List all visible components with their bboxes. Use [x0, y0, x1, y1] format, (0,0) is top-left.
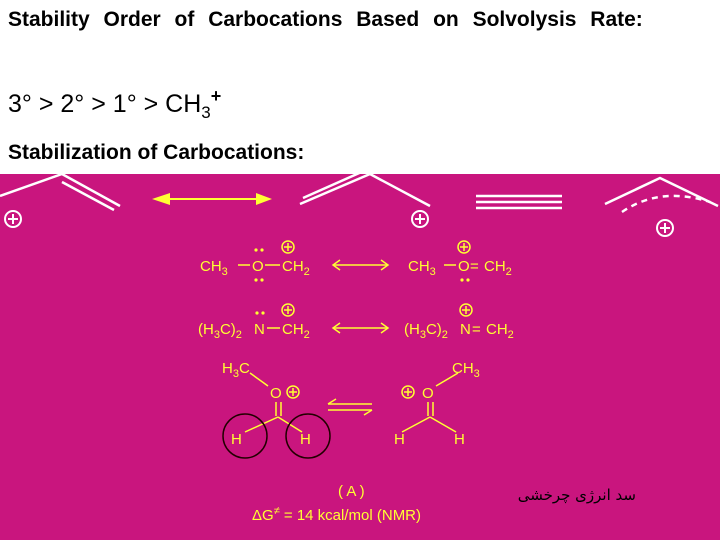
plus-charge-icon	[402, 386, 414, 398]
allyl-resonance-structures	[0, 174, 718, 212]
plus-charge-icon	[412, 211, 428, 227]
row1-right-oxygen: O	[458, 258, 470, 275]
allyl-resonance-arrow	[152, 193, 272, 205]
persian-caption: سد انرژی چرخشی	[517, 486, 636, 504]
row2-right-equals: =	[472, 321, 481, 338]
plus-charge-icon	[460, 304, 472, 316]
row3-h3: H	[394, 431, 405, 448]
highlight-circle-left	[223, 414, 267, 458]
row3-left-oxygen: O	[270, 385, 282, 402]
row3-right-methyl: $CH_3$	[452, 360, 480, 380]
row2-lone-pairs	[255, 311, 264, 314]
allyl-left-double-bond	[62, 182, 114, 210]
row1-right-equals: =	[470, 258, 479, 275]
section-subtitle: Stabilization of Carbocations:	[8, 141, 305, 164]
row3-left-methyl: $H_3C$	[222, 360, 250, 380]
plus-charge-icon	[657, 220, 673, 236]
plus-charge-icon	[5, 211, 21, 227]
allyl-charges	[5, 211, 673, 236]
amino-resonance	[198, 321, 514, 341]
row1-right-methyl: $CH_3$	[408, 258, 436, 278]
row1-right-methylene: $CH_2$	[484, 258, 512, 278]
row1-left-methylene: $CH_2$	[282, 258, 310, 278]
allyl-middle-double-bond	[303, 174, 366, 198]
energy-barrier-label: ΔG≠ = 14 kcal/mol (NMR)	[252, 505, 422, 524]
stability-order-sub: 3	[201, 103, 211, 122]
row2-right-methylene: $CH_2$	[486, 321, 514, 341]
carbocation-resonance-figure	[0, 174, 720, 540]
allyl-right-skeleton	[605, 178, 718, 206]
stability-order-sup: +	[210, 86, 222, 106]
allyl-left-skeleton	[0, 174, 120, 206]
methoxy-resonance	[200, 258, 512, 278]
stability-order-text: 3° > 2° > 1° > CH	[8, 90, 202, 118]
plus-charge-icon	[282, 241, 294, 253]
row3-right-oxygen: O	[422, 385, 434, 402]
row2-left-methylene: $CH_2$	[282, 321, 310, 341]
row3-h2: H	[300, 431, 311, 448]
resonance-diagram	[0, 174, 720, 540]
structure-label-a: ( A )	[338, 483, 365, 500]
allyl-right-dashed-bond	[622, 196, 710, 212]
row3-h4: H	[454, 431, 465, 448]
row3-h1: H	[231, 431, 242, 448]
row2-left-group: $(H_3C)_2$	[198, 321, 242, 341]
row2-right-group: $(H_3C)_2$	[404, 321, 448, 341]
row2-right-nitrogen: N	[460, 321, 471, 338]
plus-charge-icon	[282, 304, 294, 316]
row1-left-methyl: $CH_3$	[200, 258, 228, 278]
row1-left-oxygen: O	[252, 258, 264, 275]
row3-bonds	[245, 373, 458, 432]
row2-left-nitrogen: N	[254, 321, 265, 338]
plus-charge-icon	[287, 386, 299, 398]
stability-order	[8, 86, 221, 123]
plus-charge-icon	[458, 241, 470, 253]
slide-title: Stability Order of Carbocations Based on Solvolysis Rate:	[8, 8, 643, 31]
